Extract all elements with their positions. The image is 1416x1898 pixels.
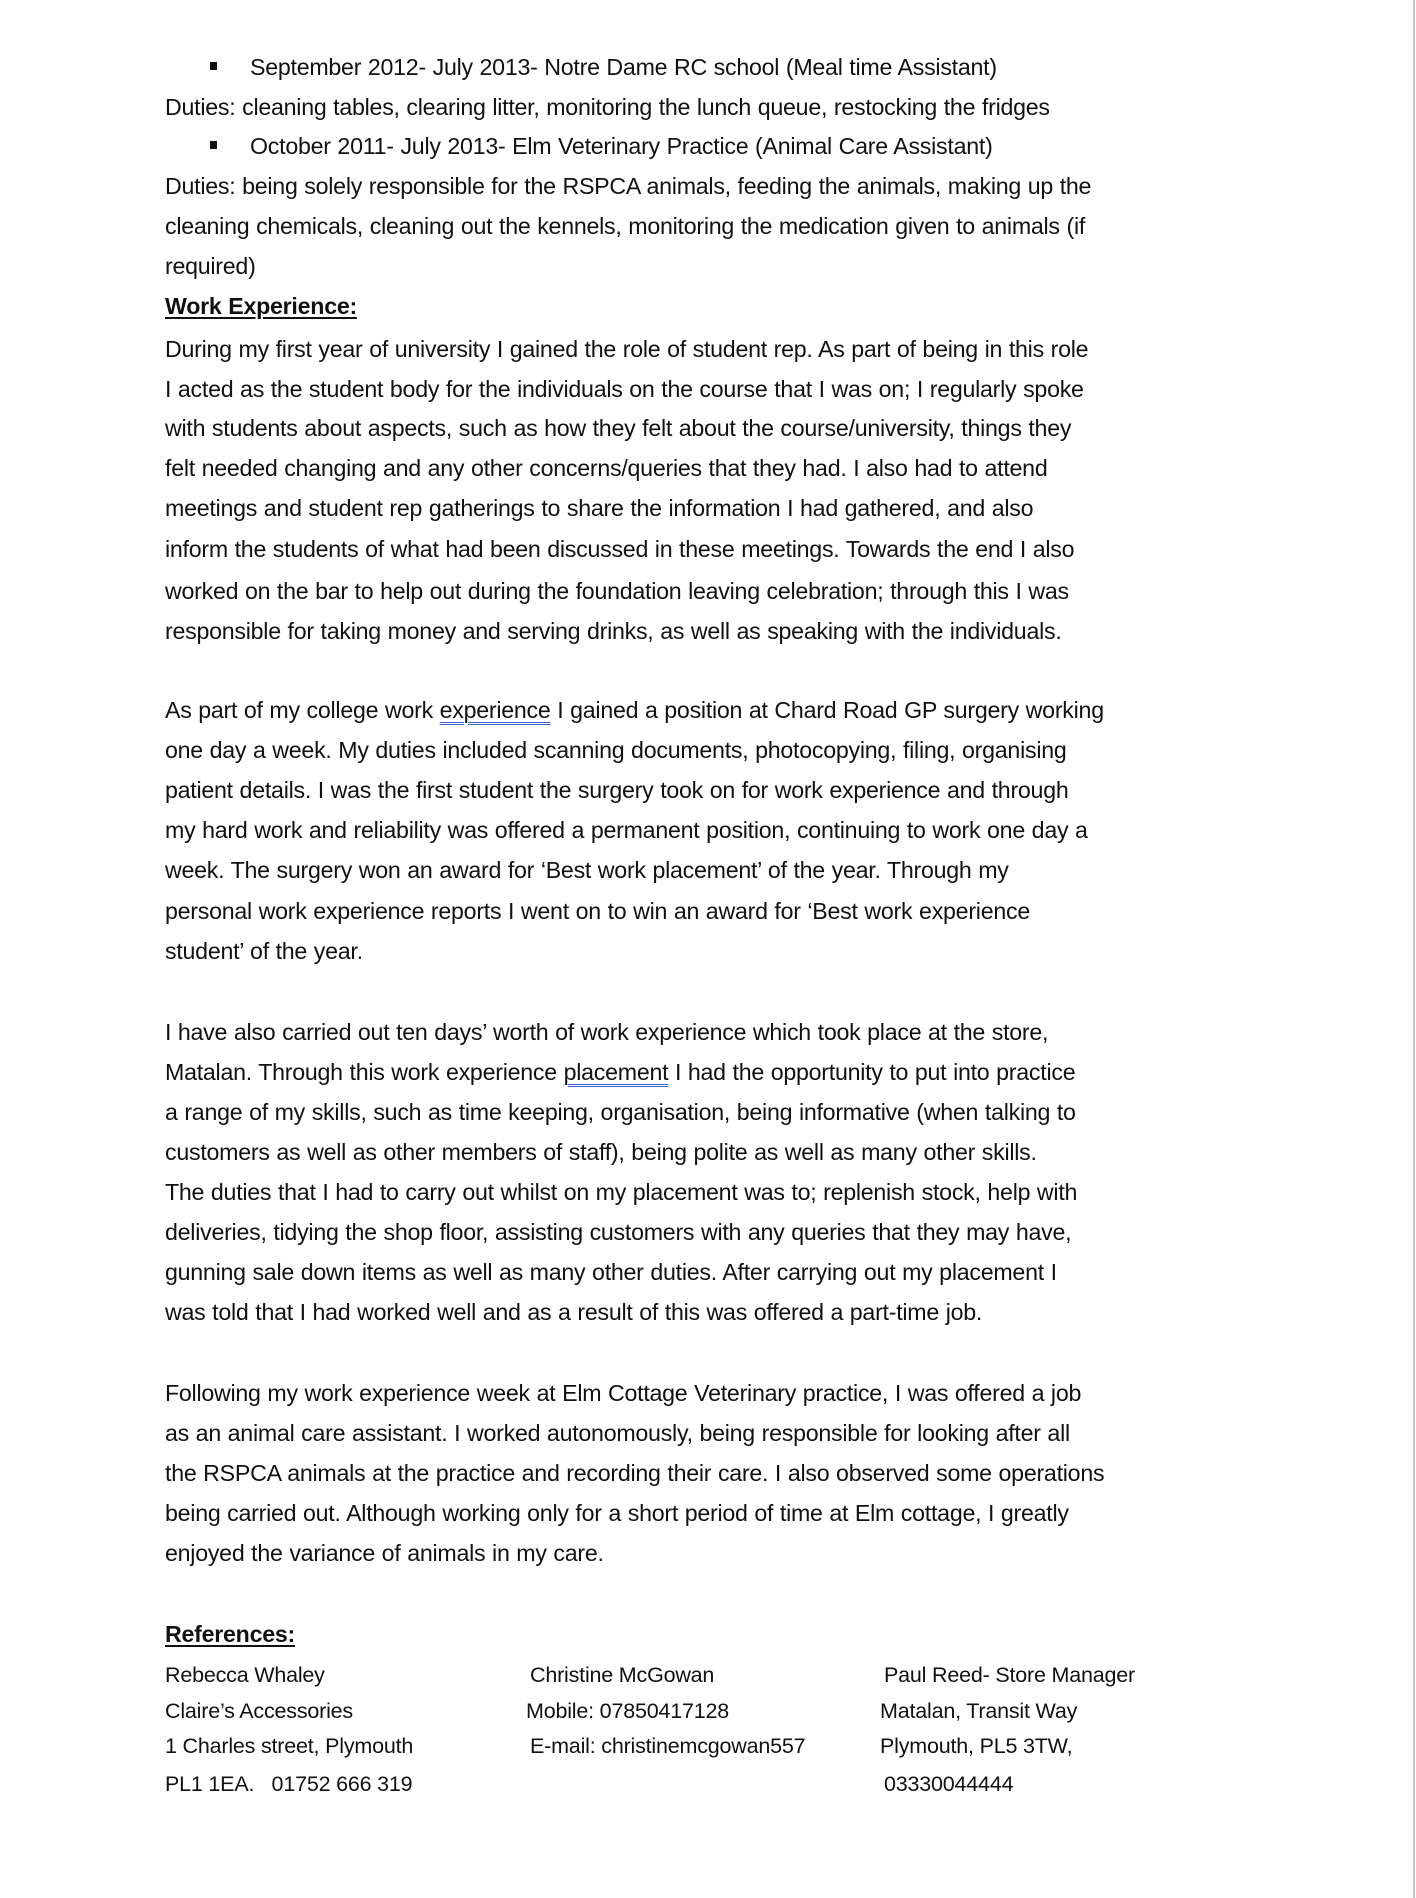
reference-line: Plymouth, PL5 3TW, <box>880 1734 1073 1758</box>
section-heading-references: References: <box>165 1621 296 1647</box>
paragraph-line: customers as well as other members of staff), being polite as well as many other skills. <box>165 1139 1037 1165</box>
section-heading-work-experience: Work Experience: <box>165 293 357 319</box>
employment-item <box>212 47 997 87</box>
paragraph-line: felt needed changing and any other concerns/queries that they had. I also had to attend <box>165 455 1048 481</box>
paragraph-line: meetings and student rep gatherings to share the information I had gathered, and also <box>165 495 1034 521</box>
grammar-flagged-word[interactable]: experience <box>439 697 551 723</box>
paragraph-line: deliveries, tidying the shop floor, assisting customers with any queries that they may have, <box>165 1219 1072 1245</box>
reference-name: Paul Reed- Store Manager <box>884 1663 1135 1687</box>
paragraph-line: being carried out. Although working only for a short period of time at Elm cottage, I greatly <box>165 1500 1069 1526</box>
reference-line: 03330044444 <box>884 1772 1014 1796</box>
reference-line: Claire’s Accessories <box>165 1699 353 1723</box>
text-span: Matalan. Through this work experience <box>165 1059 564 1085</box>
reference-line: Matalan, Transit Way <box>880 1699 1078 1723</box>
paragraph-line <box>165 1052 1075 1092</box>
paragraph-line: enjoyed the variance of animals in my care. <box>165 1540 604 1566</box>
reference-line: 1 Charles street, Plymouth <box>165 1734 414 1758</box>
grammar-flagged-word[interactable]: placement <box>563 1059 669 1085</box>
reference-line: PL1 1EA. 01752 666 319 <box>165 1772 413 1796</box>
employment-item <box>212 126 993 166</box>
text-span: As part of my college work <box>165 697 440 723</box>
reference-line: E-mail: christinemcgowan557 <box>530 1734 806 1758</box>
employment-duties: Duties: being solely responsible for the RSPCA animals, feeding the animals, making up the <box>165 173 1092 199</box>
paragraph-line: I acted as the student body for the individuals on the course that I was on; I regularly spoke <box>165 376 1084 402</box>
paragraph-line: worked on the bar to help out during the foundation leaving celebration; through this I was <box>165 578 1069 604</box>
text-span: I gained a position at Chard Road GP surgery working <box>550 697 1104 723</box>
employment-title: October 2011- July 2013- Elm Veterinary Practice (Animal Care Assistant) <box>250 133 993 159</box>
paragraph-line: personal work experience reports I went on to win an award for ‘Best work experience <box>165 898 1030 924</box>
employment-title: September 2012- July 2013- Notre Dame RC school (Meal time Assistant) <box>250 54 997 80</box>
paragraph-line: as an animal care assistant. I worked autonomously, being responsible for looking after all <box>165 1420 1070 1446</box>
paragraph-line: responsible for taking money and serving drinks, as well as speaking with the individuals. <box>165 618 1062 644</box>
paragraph-line: a range of my skills, such as time keeping, organisation, being informative (when talking to <box>165 1099 1076 1125</box>
reference-line: Mobile: 07850417128 <box>526 1699 730 1723</box>
paragraph-line: inform the students of what had been discussed in these meetings. Towards the end I also <box>165 536 1075 562</box>
page-edge-divider <box>1413 0 1415 1898</box>
employment-duties: cleaning chemicals, cleaning out the kennels, monitoring the medication given to animals (if <box>165 213 1086 239</box>
paragraph-line: student’ of the year. <box>165 938 363 964</box>
paragraph-line: was told that I had worked well and as a result of this was offered a part-time job. <box>165 1299 983 1325</box>
employment-duties: Duties: cleaning tables, clearing litter, monitoring the lunch queue, restocking the fridges <box>165 94 1050 120</box>
paragraph-line: with students about aspects, such as how they felt about the course/university, things they <box>165 415 1072 441</box>
paragraph-line: The duties that I had to carry out whilst on my placement was to; replenish stock, help with <box>165 1179 1078 1205</box>
paragraph-line: gunning sale down items as well as many other duties. After carrying out my placement I <box>165 1259 1057 1285</box>
square-bullet-icon <box>210 62 217 70</box>
paragraph-line: one day a week. My duties included scanning documents, photocopying, filing, organising <box>165 737 1067 763</box>
paragraph-line <box>165 690 1104 730</box>
square-bullet-icon <box>210 141 217 149</box>
paragraph-line: I have also carried out ten days’ worth of work experience which took place at the store, <box>165 1019 1049 1045</box>
text-span: I had the opportunity to put into practice <box>668 1059 1076 1085</box>
reference-name: Rebecca Whaley <box>165 1663 325 1687</box>
paragraph-line: During my first year of university I gained the role of student rep. As part of being in this role <box>165 336 1089 362</box>
reference-name: Christine McGowan <box>530 1663 715 1687</box>
paragraph-line: patient details. I was the first student the surgery took on for work experience and through <box>165 777 1069 803</box>
paragraph-line: my hard work and reliability was offered a permanent position, continuing to work one day a <box>165 817 1088 843</box>
employment-duties: required) <box>165 253 256 279</box>
paragraph-line: the RSPCA animals at the practice and recording their care. I also observed some operations <box>165 1460 1105 1486</box>
paragraph-line: Following my work experience week at Elm Cottage Veterinary practice, I was offered a job <box>165 1380 1082 1406</box>
paragraph-line: week. The surgery won an award for ‘Best work placement’ of the year. Through my <box>165 857 1009 883</box>
